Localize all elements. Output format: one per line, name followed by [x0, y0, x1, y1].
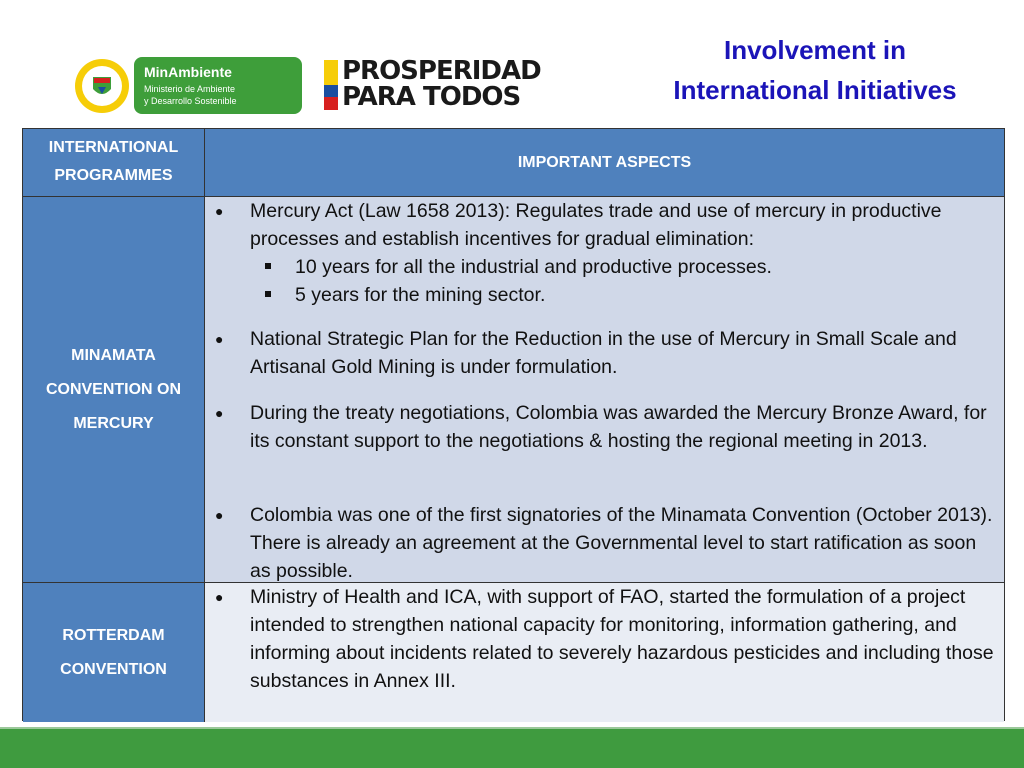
aspects-rotterdam: ● Ministry of Health and ICA, with support of FAO, started the formulation of a project intended to strengthen national capacity for monitoring, information gathering, and informing about incidents related to severely hazardous pesticides and including those substances in Annex III. — [205, 582, 1004, 722]
bullet-icon: ● — [215, 203, 224, 219]
prosperidad-logo — [324, 56, 541, 114]
footer-bar — [0, 729, 1024, 768]
minambiente-sub1: Ministerio de Ambiente — [144, 84, 236, 94]
title-line1: Involvement in — [723, 35, 907, 65]
bullet-icon: ● — [215, 405, 224, 421]
aspects-table — [22, 128, 1005, 721]
header-international-programmes: INTERNATIONAL PROGRAMMES — [23, 129, 205, 196]
minambiente-logo — [134, 57, 302, 114]
title-line2: International Initiatives — [673, 75, 957, 105]
bullet-icon: ● — [215, 507, 224, 523]
header-important-aspects: IMPORTANT ASPECTS — [205, 129, 1004, 196]
programme-rotterdam: ROTTERDAM CONVENTION — [23, 582, 205, 722]
minambiente-name: MinAmbiente — [144, 64, 232, 80]
square-bullet-icon — [265, 291, 271, 297]
minambiente-sub2: y Desarrollo Sostenible — [144, 96, 237, 106]
bullet-icon: ● — [215, 589, 224, 605]
prosperidad-line2: PARA TODOS — [342, 82, 521, 112]
prosperidad-line1: PROSPERIDAD — [342, 56, 541, 86]
programme-minamata: MINAMATA CONVENTION ON MERCURY — [23, 196, 205, 582]
colombia-flag-icon — [324, 60, 338, 110]
page-title — [630, 30, 1000, 110]
aspects-minamata: ● Mercury Act (Law 1658 2013): Regulates trade and use of mercury in productive processes and establish incentives for gradual elimination: 10 years for all the industrial and productive processes. 5 years for the mining sector. ● National Strategic Plan for the Reduction in the use of Mercury in Small Scale and Artisanal Gold Mining is under formulation. ● During the treaty negotiations, Colombia was awarded the Mercury Bronze Award, for its constant support to the negotiations & hosting the regional meeting in 2013. ● Colombia was one of the first signatories of the Minamata Convention (October 2013). There is already an agreement at the Governmental level to start ratification as soon as possible. — [205, 196, 1004, 582]
colombia-seal-logo — [72, 57, 132, 115]
square-bullet-icon — [265, 263, 271, 269]
bullet-icon: ● — [215, 331, 224, 347]
